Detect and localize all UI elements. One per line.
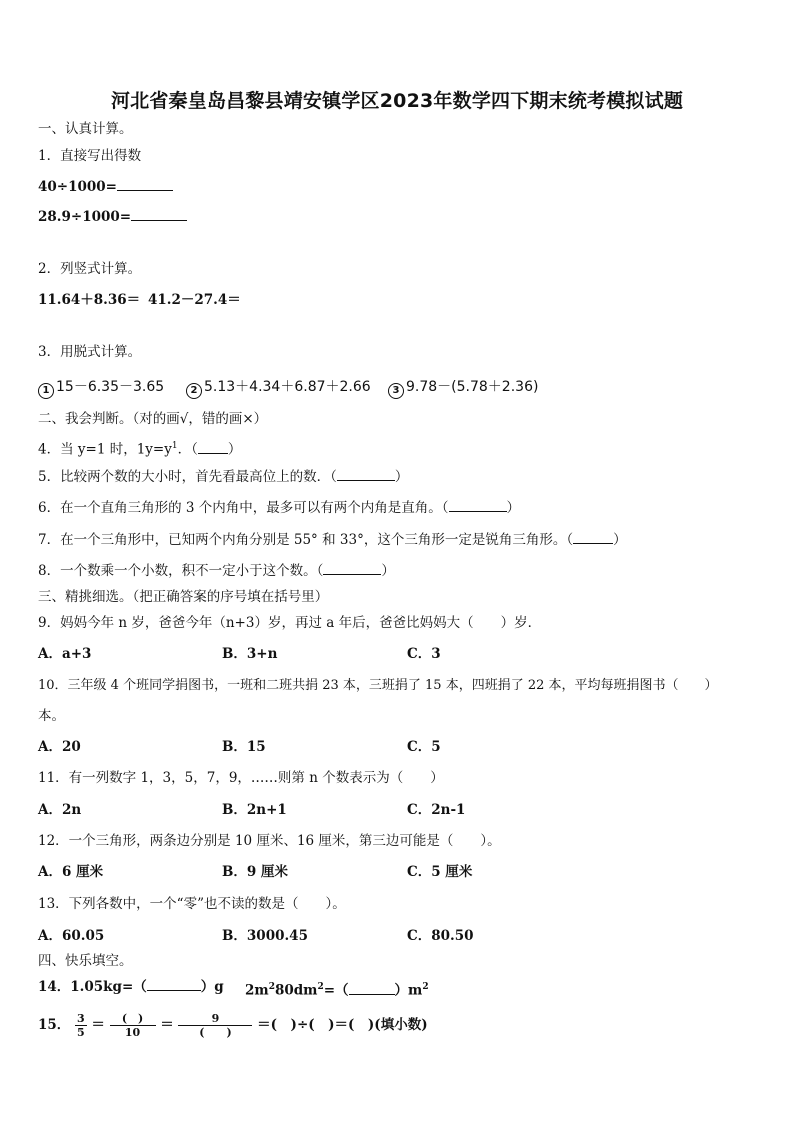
judge-q4-tail: ．（ xyxy=(177,441,198,458)
answer-blank[interactable] xyxy=(449,499,507,512)
q2-label: 2．列竖式计算。 xyxy=(38,261,142,277)
choice-q9-option-a[interactable]: A．a+3 xyxy=(38,646,92,662)
q2-item-b: 41.2－27.4＝ xyxy=(148,292,241,308)
fraction-3-num: 9 xyxy=(178,1012,252,1026)
fraction-1-den: 5 xyxy=(77,1026,85,1039)
choice-q13: 13．下列各数中，一个“零”也不读的数是（ ）。 xyxy=(38,896,346,912)
fraction-2-den: 10 xyxy=(124,1026,141,1039)
answer-blank[interactable] xyxy=(147,978,201,991)
fraction-3-den[interactable]: ( ) xyxy=(199,1026,232,1039)
answer-blank[interactable] xyxy=(349,982,395,995)
judge-q7 xyxy=(38,531,627,549)
page-title: 河北省秦皇岛昌黎县靖安镇学区2023年数学四下期末统考模拟试题 xyxy=(110,90,684,112)
answer-blank[interactable] xyxy=(131,208,187,221)
q3-item-2 xyxy=(186,378,371,399)
sup: 2 xyxy=(317,982,324,992)
choice-q11: 11．有一列数字 1，3，5，7，9，……则第 n 个数表示为（ ） xyxy=(38,770,444,786)
choice-q12: 12．一个三角形，两条边分别是 10 厘米、16 厘米，第三边可能是（ ）。 xyxy=(38,833,501,849)
fill-q15-tail: ＝( )÷( )＝( )(填小数) xyxy=(257,1017,428,1033)
choice-q9: 9．妈妈今年 n 岁，爸爸今年（n+3）岁，再过 a 年后，爸爸比妈妈大（ ）岁． xyxy=(38,615,542,631)
choice-q12-option-a[interactable]: A．6 厘米 xyxy=(38,864,104,880)
section-1-heading: 一、认真计算。 xyxy=(38,121,133,137)
choice-q10-option-c[interactable]: C．5 xyxy=(407,739,441,755)
circled-number-2: 2 xyxy=(186,383,202,399)
judge-q5-close: ） xyxy=(394,469,409,485)
judge-q8-close: ） xyxy=(381,563,395,579)
choice-q10-option-a[interactable]: A．20 xyxy=(38,739,81,755)
q1-item-a xyxy=(38,178,173,196)
fraction-3 xyxy=(178,1012,252,1039)
answer-blank[interactable] xyxy=(117,178,173,191)
q3-expr-2: 5.13＋4.34＋6.87＋2.66 xyxy=(204,379,371,395)
judge-q4-text: 4．当 y=1 时，1y=y xyxy=(38,441,172,458)
fill-q14-a xyxy=(38,978,224,996)
fraction-1-num: 3 xyxy=(77,1012,85,1025)
fraction-2-num[interactable]: ( ) xyxy=(110,1012,156,1026)
choice-q13-option-a[interactable]: A．60.05 xyxy=(38,928,105,944)
judge-q4-close: ） xyxy=(227,441,242,458)
choice-q11-option-c[interactable]: C．2n-1 xyxy=(407,802,466,818)
q1-item-b-text: 28.9÷1000= xyxy=(38,209,132,225)
fill-q14-b-pre: 2m xyxy=(245,982,269,999)
choice-q9-option-b[interactable]: B．3+n xyxy=(222,646,278,662)
fill-q14-b-post: ）m xyxy=(394,982,423,999)
judge-q8 xyxy=(38,562,395,580)
q1-item-a-text: 40÷1000= xyxy=(38,179,117,195)
judge-q6-close: ） xyxy=(506,500,521,516)
choice-q13-option-b[interactable]: B．3000.45 xyxy=(222,928,308,944)
judge-q6-text: 6．在一个直角三角形的 3 个内角中，最多可以有两个内角是直角。（ xyxy=(38,500,449,516)
circled-number-1: 1 xyxy=(38,383,54,399)
choice-q10-cont: 本。 xyxy=(38,708,65,724)
q3-item-1 xyxy=(38,378,164,399)
judge-q6 xyxy=(38,499,520,517)
fill-q14-b-mid: 80dm xyxy=(274,982,318,999)
choice-q10: 10．三年级 4 个班同学捐图书，一班和二班共捐 23 本，三班捐了 15 本，四班捐了 22 本，平均每班捐图书（ ） xyxy=(38,678,718,693)
circled-number-3: 3 xyxy=(388,383,404,399)
fill-q14-a-post: ）g xyxy=(200,979,224,995)
q3-label: 3．用脱式计算。 xyxy=(38,344,142,360)
q1-item-b xyxy=(38,208,187,226)
judge-q7-text: 7．在一个三角形中，已知两个内角分别是 55° 和 33°，这个三角形一定是锐角三角形。（ xyxy=(38,532,574,548)
judge-q5-text: 5．比较两个数的大小时，首先看最高位上的数．（ xyxy=(38,469,337,485)
q1-label: 1．直接写出得数 xyxy=(38,148,142,164)
fill-q14-b xyxy=(245,978,429,1000)
answer-blank[interactable] xyxy=(323,562,381,575)
q3-item-3 xyxy=(388,378,538,399)
answer-blank[interactable] xyxy=(573,531,613,544)
sup: 2 xyxy=(422,982,429,992)
fraction-2 xyxy=(110,1012,156,1039)
choice-q12-option-b[interactable]: B．9 厘米 xyxy=(222,864,289,880)
choice-q11-option-b[interactable]: B．2n+1 xyxy=(222,802,287,818)
answer-blank[interactable] xyxy=(198,441,228,454)
sup: 2 xyxy=(268,982,275,992)
judge-q5 xyxy=(38,468,408,486)
fill-q15-label: 15． xyxy=(38,1017,71,1033)
section-3-heading: 三、精挑细选。（把正确答案的序号填在括号里） xyxy=(38,589,329,605)
judge-q7-close: ） xyxy=(613,532,627,548)
section-4-heading: 四、快乐填空。 xyxy=(38,953,133,969)
q2-item-a: 11.64＋8.36＝ xyxy=(38,292,141,308)
choice-q9-option-c[interactable]: C．3 xyxy=(407,646,441,662)
equals-sign: ＝ xyxy=(91,1017,105,1033)
judge-q4-sup: 1 xyxy=(171,441,178,451)
q3-expr-1: 15－6.35－3.65 xyxy=(56,379,165,395)
fraction-1 xyxy=(75,1012,87,1039)
fill-q14-a-pre: 14．1.05kg=（ xyxy=(38,979,147,995)
choice-q12-option-c[interactable]: C．5 厘米 xyxy=(407,864,473,880)
choice-q13-option-c[interactable]: C．80.50 xyxy=(407,928,474,944)
judge-q8-text: 8．一个数乘一个小数，积不一定小于这个数。（ xyxy=(38,563,324,579)
answer-blank[interactable] xyxy=(337,468,395,481)
q3-expr-3: 9.78－(5.78＋2.36) xyxy=(406,379,539,395)
choice-q11-option-a[interactable]: A．2n xyxy=(38,802,82,818)
equals-sign: ＝ xyxy=(160,1017,174,1033)
fill-q14-b-eq: =（ xyxy=(323,982,349,999)
fill-q15 xyxy=(38,1012,428,1039)
section-2-heading: 二、我会判断。（对的画√，错的画×） xyxy=(38,411,268,427)
judge-q4 xyxy=(38,437,241,459)
choice-q10-option-b[interactable]: B．15 xyxy=(222,739,266,755)
